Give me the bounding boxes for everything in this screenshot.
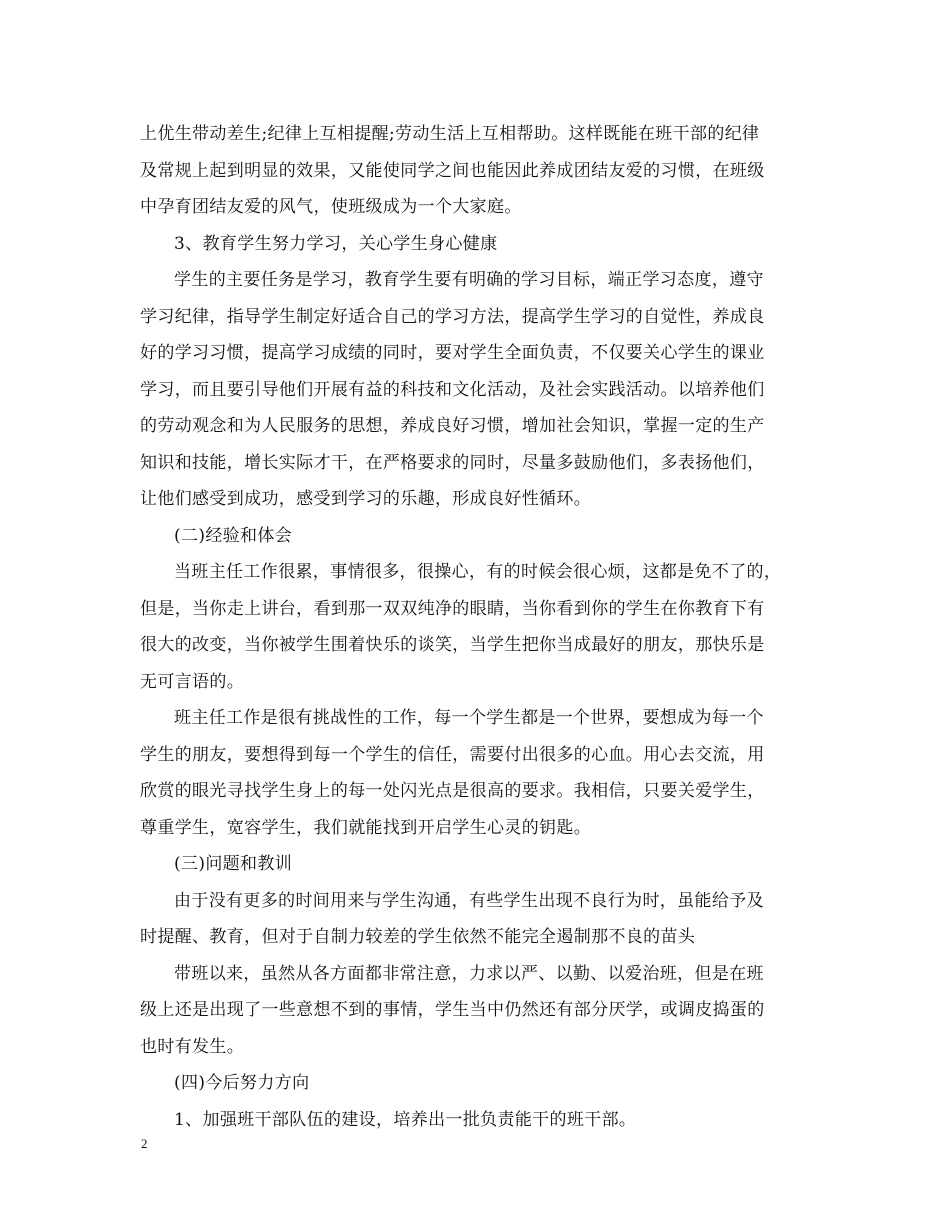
text-line: 但是，当你走上讲台，看到那一双双纯净的眼睛，当你看到你的学生在你教育下有 [140, 598, 765, 619]
text-line: 知识和技能，增长实际才干，在严格要求的同时，尽量多鼓励他们，多表扬他们， [140, 452, 765, 473]
section-heading: (二)经验和体会 [174, 525, 293, 546]
text-line: 学生的主要任务是学习，教育学生要有明确的学习目标，端正学习态度，遵守 [174, 270, 764, 290]
text-line: 班主任工作是很有挑战性的工作，每一个学生都是一个世界，要想成为每一个 [174, 708, 764, 728]
text-line: 让他们感受到成功，感受到学习的乐趣，形成良好性循环。 [140, 489, 592, 509]
document-body [140, 116, 812, 1138]
section-heading: (四)今后努力方向 [174, 1073, 310, 1093]
text-line: 欣赏的眼光寻找学生身上的每一处闪光点是很高的要求。我相信，只要关爱学生， [140, 781, 765, 801]
text-line: 好的学习习惯，提高学习成绩的同时，要对学生全面负责，不仅要关心学生的课业 [140, 343, 765, 363]
section-heading: (三)问题和教训 [174, 854, 293, 874]
text-line: 尊重学生，宽容学生，我们就能找到开启学生心灵的钥匙。 [140, 817, 592, 838]
section-heading: 3、教育学生努力学习，关心学生身心健康 [174, 233, 498, 254]
text-line: 中孕育团结友爱的风气，使班级成为一个大家庭。 [140, 197, 522, 217]
text-line: 1、加强班干部队伍的建设，培养出一批负责能干的班干部。 [174, 1109, 637, 1130]
text-line: 时提醒、教育，但对于自制力较差的学生依然不能完全遏制那不良的苗头 [140, 927, 696, 947]
text-line: 学习纪律，指导学生制定好适合自己的学习方法，提高学生学习的自觉性，养成良 [140, 306, 765, 327]
text-line: 无可言语的。 [140, 671, 245, 692]
text-line: 很大的改变，当你被学生围着快乐的谈笑，当学生把你当成最好的朋友，那快乐是 [140, 635, 765, 655]
text-line: 由于没有更多的时间用来与学生沟通，有些学生出现不良行为时，虽能给予及 [174, 890, 764, 911]
text-line: 及常规上起到明显的效果，又能使同学之间也能因此养成团结友爱的习惯，在班级 [140, 160, 765, 181]
text-line: 上优生带动差生;纪律上互相提醒;劳动生活上互相帮助。这样既能在班干部的纪律 [140, 124, 760, 144]
text-line: 也时有发生。 [140, 1036, 245, 1057]
text-line: 学习，而且要引导他们开展有益的科技和文化活动，及社会实践活动。以培养他们 [140, 379, 765, 400]
text-line: 学生的朋友，要想得到每一个学生的信任，需要付出很多的心血。用心去交流，用 [140, 744, 765, 765]
text-line: 级上还是出现了一些意想不到的事情，学生当中仍然还有部分厌学，或调皮捣蛋的 [140, 1000, 765, 1020]
text-line: 的劳动观念和为人民服务的思想，养成良好习惯，增加社会知识，掌握一定的生产 [140, 416, 765, 436]
text-line: 带班以来，虽然从各方面都非常注意，力求以严、以勤、以爱治班，但是在班 [174, 963, 764, 984]
page-number: 2 [141, 1136, 148, 1151]
text-line: 当班主任工作很累，事情很多，很操心，有的时候会很心烦，这都是免不了的， [174, 562, 782, 582]
